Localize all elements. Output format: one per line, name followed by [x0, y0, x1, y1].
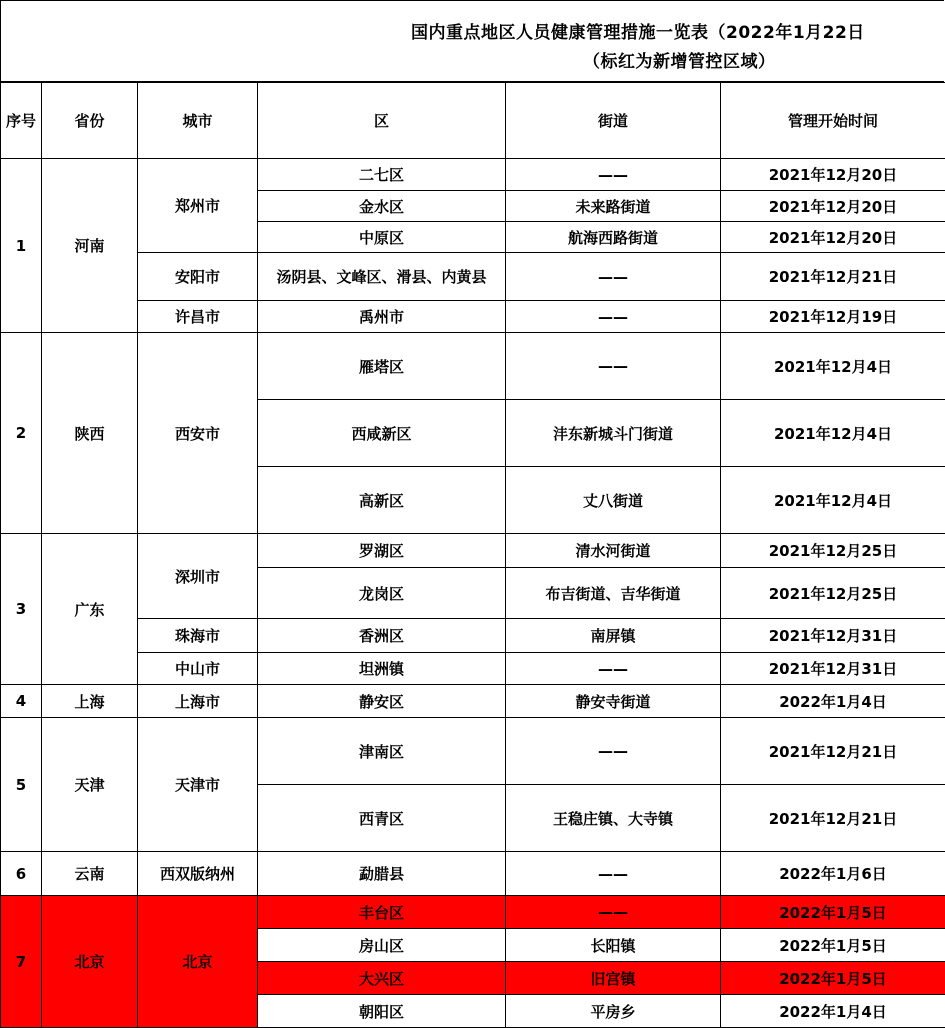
table-row — [1, 253, 945, 301]
cell-date: 2022年1月5日 — [721, 896, 945, 929]
cell-no: 2 — [1, 333, 42, 534]
cell-district: 香洲区 — [258, 619, 506, 653]
cell-street: —— — [506, 896, 721, 929]
cell-street: —— — [506, 159, 721, 191]
table-title: 国内重点地区人员健康管理措施一览表（2022年1月22日 — [411, 18, 865, 43]
cell-province: 云南 — [42, 852, 138, 896]
table-row — [1, 333, 945, 400]
table-row — [1, 534, 945, 568]
cell-district: 二七区 — [258, 159, 506, 191]
header-district: 区 — [258, 83, 506, 159]
cell-district: 丰台区 — [258, 896, 506, 929]
table-row-highlighted — [1, 896, 945, 929]
cell-no: 4 — [1, 685, 42, 718]
cell-province: 广东 — [42, 534, 138, 685]
cell-district: 静安区 — [258, 685, 506, 718]
cell-date: 2021年12月31日 — [721, 619, 945, 653]
cell-province: 陕西 — [42, 333, 138, 534]
cell-date: 2021年12月4日 — [721, 400, 945, 467]
table-row — [1, 653, 945, 685]
header-province: 省份 — [42, 83, 138, 159]
cell-date: 2021年12月25日 — [721, 568, 945, 619]
cell-street: 布吉街道、吉华街道 — [506, 568, 721, 619]
cell-date: 2021年12月21日 — [721, 253, 945, 301]
cell-district: 朝阳区 — [258, 995, 506, 1028]
cell-district: 西咸新区 — [258, 400, 506, 467]
cell-district: 坦洲镇 — [258, 653, 506, 685]
header-city: 城市 — [138, 83, 258, 159]
cell-date: 2021年12月31日 — [721, 653, 945, 685]
header-no: 序号 — [1, 83, 42, 159]
table-row — [1, 718, 945, 785]
cell-province: 河南 — [42, 159, 138, 333]
cell-city: 上海市 — [138, 685, 258, 718]
cell-date: 2021年12月4日 — [721, 467, 945, 534]
cell-no: 7 — [1, 896, 42, 1028]
table-row — [1, 159, 945, 191]
cell-city: 许昌市 — [138, 301, 258, 333]
cell-street: —— — [506, 301, 721, 333]
cell-street: 平房乡 — [506, 995, 721, 1028]
cell-date: 2021年12月4日 — [721, 333, 945, 400]
cell-district: 汤阴县、文峰区、滑县、内黄县 — [258, 253, 506, 301]
cell-street: 未来路街道 — [506, 191, 721, 222]
cell-street: 静安寺街道 — [506, 685, 721, 718]
cell-city: 珠海市 — [138, 619, 258, 653]
cell-date: 2022年1月5日 — [721, 929, 945, 962]
cell-street: 清水河街道 — [506, 534, 721, 568]
header-start-date: 管理开始时间 — [721, 83, 945, 159]
cell-district: 金水区 — [258, 191, 506, 222]
cell-date: 2021年12月20日 — [721, 222, 945, 253]
table-subtitle: （标红为新增管控区域） — [583, 47, 776, 72]
cell-street: —— — [506, 653, 721, 685]
cell-street: 长阳镇 — [506, 929, 721, 962]
cell-district: 龙岗区 — [258, 568, 506, 619]
cell-city: 深圳市 — [138, 534, 258, 619]
cell-street: 丈八街道 — [506, 467, 721, 534]
cell-no: 5 — [1, 718, 42, 852]
table-row — [1, 301, 945, 333]
header-row — [1, 83, 945, 159]
cell-district: 高新区 — [258, 467, 506, 534]
measures-table — [0, 82, 945, 1028]
cell-province: 上海 — [42, 685, 138, 718]
cell-date: 2022年1月5日 — [721, 962, 945, 995]
cell-district: 雁塔区 — [258, 333, 506, 400]
cell-district: 罗湖区 — [258, 534, 506, 568]
cell-city: 郑州市 — [138, 159, 258, 253]
cell-date: 2021年12月25日 — [721, 534, 945, 568]
cell-district: 禹州市 — [258, 301, 506, 333]
cell-city: 中山市 — [138, 653, 258, 685]
cell-district: 大兴区 — [258, 962, 506, 995]
table-row — [1, 685, 945, 718]
table-row — [1, 619, 945, 653]
cell-date: 2022年1月6日 — [721, 852, 945, 896]
cell-street: 航海西路街道 — [506, 222, 721, 253]
cell-street: —— — [506, 852, 721, 896]
cell-district: 津南区 — [258, 718, 506, 785]
cell-date: 2022年1月4日 — [721, 995, 945, 1028]
cell-city: 安阳市 — [138, 253, 258, 301]
cell-no: 1 — [1, 159, 42, 333]
cell-street: —— — [506, 333, 721, 400]
cell-street: —— — [506, 718, 721, 785]
cell-province: 北京 — [42, 896, 138, 1028]
cell-date: 2021年12月20日 — [721, 191, 945, 222]
cell-street: 旧宫镇 — [506, 962, 721, 995]
cell-date: 2021年12月20日 — [721, 159, 945, 191]
cell-street: 沣东新城斗门街道 — [506, 400, 721, 467]
cell-street: —— — [506, 253, 721, 301]
table-row — [1, 852, 945, 896]
cell-district: 房山区 — [258, 929, 506, 962]
cell-street: 南屏镇 — [506, 619, 721, 653]
header-street: 街道 — [506, 83, 721, 159]
title-box — [0, 0, 944, 82]
cell-district: 勐腊县 — [258, 852, 506, 896]
cell-date: 2021年12月21日 — [721, 785, 945, 852]
cell-district: 西青区 — [258, 785, 506, 852]
cell-district: 中原区 — [258, 222, 506, 253]
cell-city: 北京 — [138, 896, 258, 1028]
cell-date: 2021年12月21日 — [721, 718, 945, 785]
cell-city: 天津市 — [138, 718, 258, 852]
cell-date: 2021年12月19日 — [721, 301, 945, 333]
cell-no: 3 — [1, 534, 42, 685]
cell-city: 西安市 — [138, 333, 258, 534]
cell-no: 6 — [1, 852, 42, 896]
cell-street: 王稳庄镇、大寺镇 — [506, 785, 721, 852]
cell-date: 2022年1月4日 — [721, 685, 945, 718]
cell-province: 天津 — [42, 718, 138, 852]
cell-city: 西双版纳州 — [138, 852, 258, 896]
